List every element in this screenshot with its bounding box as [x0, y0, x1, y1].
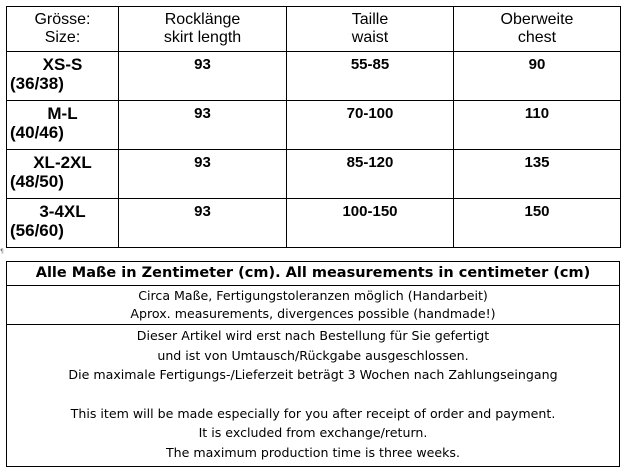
size-cell: [7, 199, 119, 248]
header-size-line1: Grösse:: [34, 11, 91, 28]
header-size: [7, 7, 119, 52]
info-approx-row: [7, 286, 620, 325]
skirt-length-value: 93: [119, 101, 287, 150]
waist-value: 70-100: [287, 101, 454, 150]
size-cell: [7, 101, 119, 150]
notes-spacer: [7, 385, 619, 404]
header-chest-line1: Oberweite: [500, 11, 574, 28]
size-table: [6, 6, 621, 248]
note-de-line: Die maximale Fertigungs-/Lieferzeit beträgt 3 Wochen nach Zahlungseingang: [68, 367, 558, 382]
header-skirt-length-line1: Rocklänge: [164, 11, 241, 28]
chest-value: 110: [454, 101, 621, 150]
info-notes-row: [7, 325, 620, 467]
skirt-length-value: 93: [119, 52, 287, 101]
size-label: 3-4XL: [39, 202, 86, 221]
waist-value: 100-150: [287, 199, 454, 248]
header-chest-line2: chest: [517, 29, 557, 46]
size-table-header-row: [7, 7, 621, 52]
size-eu: (36/38): [10, 74, 64, 93]
size-eu: (40/46): [10, 123, 64, 142]
waist-value: 85-120: [287, 150, 454, 199]
header-skirt-length-line2: skirt length: [163, 29, 242, 46]
chest-value: 150: [454, 199, 621, 248]
header-waist-line1: Taille: [351, 11, 389, 28]
note-de-line: Dieser Artikel wird erst nach Bestellung für Sie gefertigt: [136, 328, 490, 343]
paragraph-mark-icon: ¶: [0, 248, 4, 255]
size-label: XL-2XL: [33, 153, 92, 172]
header-chest: [454, 7, 621, 52]
header-skirt-length: [119, 7, 287, 52]
chest-value: 90: [454, 52, 621, 101]
info-heading: Alle Maße in Zentimeter (cm). All measurements in centimeter (cm): [7, 262, 620, 286]
header-waist: [287, 7, 454, 52]
header-waist-line2: waist: [351, 29, 389, 46]
size-cell: [7, 150, 119, 199]
note-en-line: This item will be made especially for you after receipt of order and payment.: [70, 405, 556, 421]
chest-value: 135: [454, 150, 621, 199]
size-cell: [7, 52, 119, 101]
approx-note-de: Circa Maße, Fertigungstoleranzen möglich (Handarbeit): [138, 288, 488, 303]
table-row: [7, 199, 621, 248]
table-row: [7, 101, 621, 150]
note-de-line: und ist von Umtausch/Rückgabe ausgeschlossen.: [157, 347, 469, 363]
size-label: XS-S: [42, 55, 83, 74]
header-size-line2: Size:: [44, 29, 81, 46]
info-table: [6, 261, 620, 467]
size-label: M-L: [47, 104, 78, 123]
waist-value: 55-85: [287, 52, 454, 101]
table-row: [7, 52, 621, 101]
size-eu: (56/60): [10, 221, 64, 240]
info-notes-cell: [7, 325, 620, 467]
approx-note-en: Aprox. measurements, divergences possible (handmade!): [130, 306, 496, 321]
skirt-length-value: 93: [119, 199, 287, 248]
info-approx-cell: [7, 286, 620, 325]
note-en-line: It is excluded from exchange/return.: [198, 425, 428, 440]
table-row: [7, 150, 621, 199]
info-heading-row: [7, 262, 620, 286]
skirt-length-value: 93: [119, 150, 287, 199]
size-eu: (48/50): [10, 172, 64, 191]
note-en-line: The maximum production time is three weeks.: [165, 444, 460, 460]
